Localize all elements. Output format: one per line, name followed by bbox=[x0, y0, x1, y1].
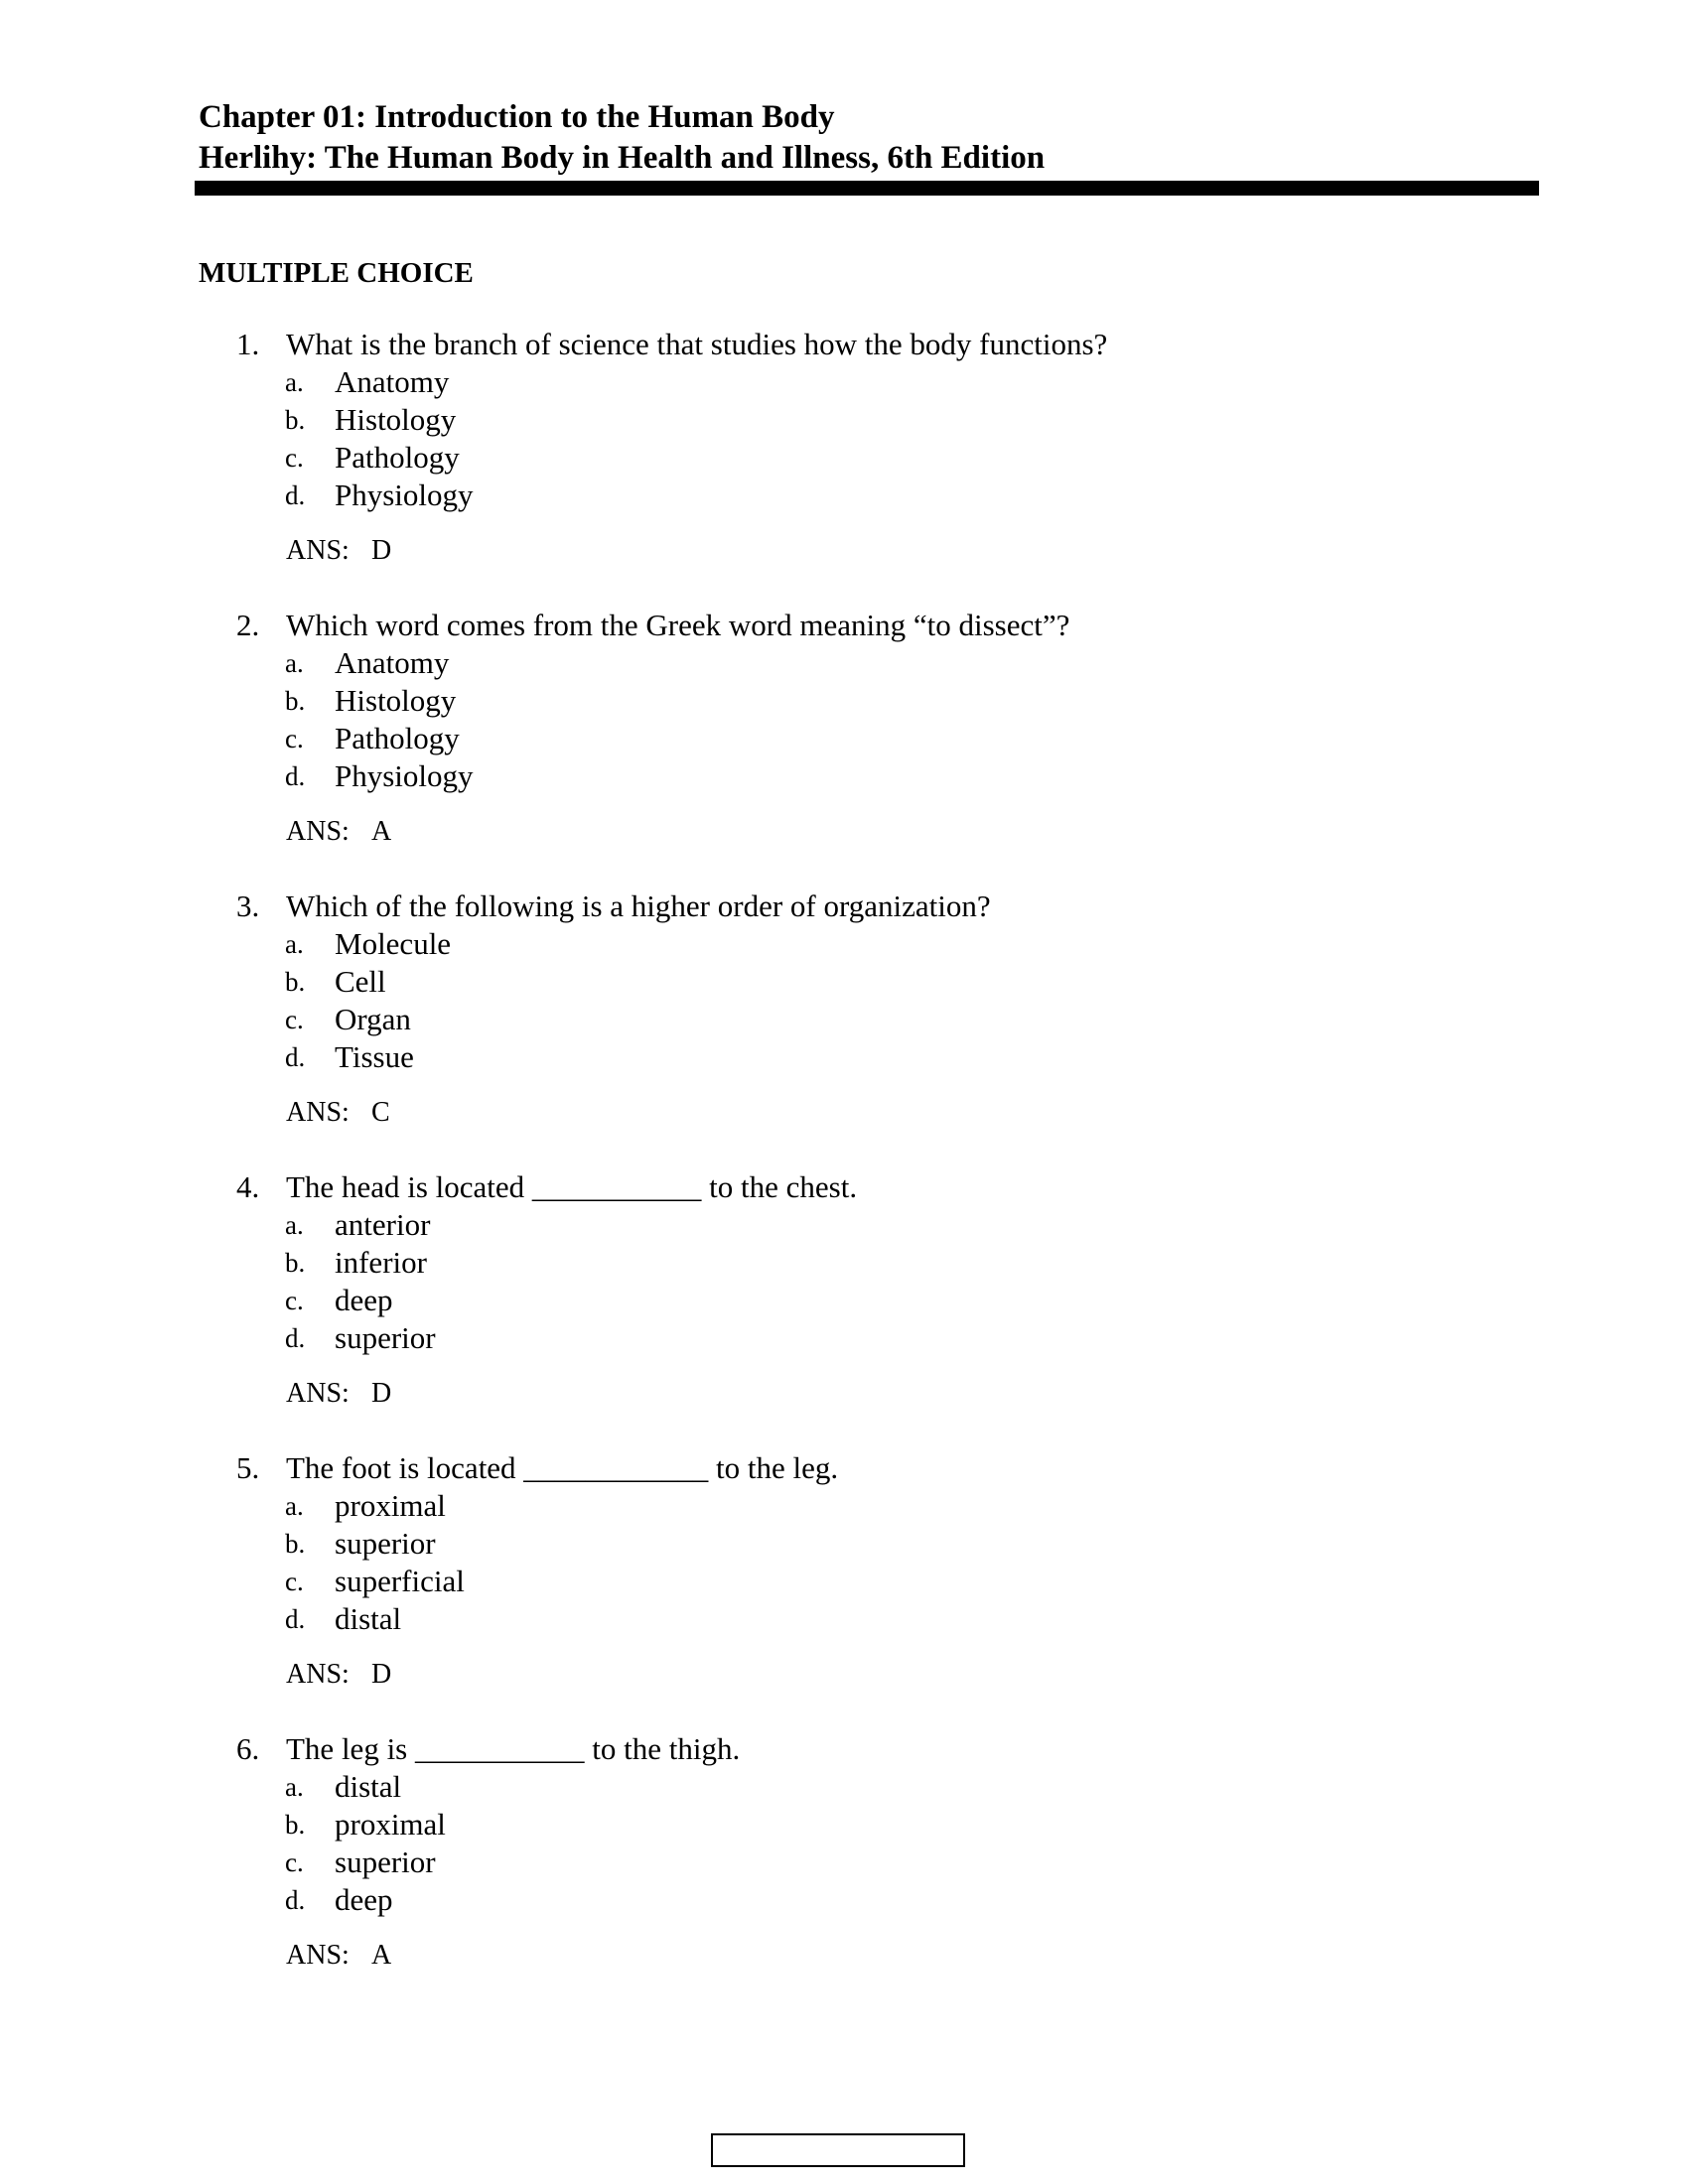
answer-value: D bbox=[371, 535, 392, 566]
question-5 bbox=[199, 1449, 1489, 1692]
option-c bbox=[199, 1282, 1489, 1319]
question-number: 3. bbox=[236, 888, 260, 923]
option-b bbox=[199, 1244, 1489, 1282]
option-letter: c. bbox=[285, 443, 304, 473]
option-c bbox=[199, 1843, 1489, 1881]
option-c bbox=[199, 1563, 1489, 1600]
question-text: What is the branch of science that studies how the body functions? bbox=[286, 327, 1108, 361]
answer-line bbox=[199, 815, 1489, 849]
question-3 bbox=[199, 887, 1489, 1130]
answer-label: ANS: bbox=[286, 1659, 350, 1690]
question-6 bbox=[199, 1730, 1489, 1973]
option-text: proximal bbox=[335, 1488, 446, 1523]
answer-line bbox=[199, 1658, 1489, 1692]
option-letter: a. bbox=[285, 1491, 304, 1521]
option-letter: c. bbox=[285, 1567, 304, 1596]
option-letter: c. bbox=[285, 724, 304, 753]
option-text: superior bbox=[335, 1320, 436, 1355]
option-letter: a. bbox=[285, 1772, 304, 1802]
question-stem bbox=[199, 326, 1489, 363]
option-letter: b. bbox=[285, 1248, 306, 1278]
option-text: distal bbox=[335, 1601, 402, 1636]
option-b bbox=[199, 401, 1489, 439]
option-a bbox=[199, 1768, 1489, 1806]
question-number: 5. bbox=[236, 1450, 260, 1485]
option-letter: d. bbox=[285, 761, 306, 791]
question-text: The leg is ___________ to the thigh. bbox=[286, 1731, 741, 1766]
answer-value: D bbox=[371, 1659, 392, 1690]
option-letter: d. bbox=[285, 1323, 306, 1353]
question-stem bbox=[199, 1168, 1489, 1206]
option-text: Tissue bbox=[335, 1039, 414, 1074]
answer-value: A bbox=[371, 816, 392, 847]
option-b bbox=[199, 963, 1489, 1001]
footer-box bbox=[711, 2133, 965, 2167]
option-text: superior bbox=[335, 1526, 436, 1561]
option-d bbox=[199, 1319, 1489, 1357]
document-header bbox=[199, 97, 1539, 179]
option-letter: c. bbox=[285, 1847, 304, 1877]
question-stem bbox=[199, 887, 1489, 925]
option-letter: a. bbox=[285, 1210, 304, 1240]
question-text: The foot is located ____________ to the leg. bbox=[286, 1450, 839, 1485]
question-number: 2. bbox=[236, 608, 260, 642]
answer-line bbox=[199, 534, 1489, 568]
option-letter: c. bbox=[285, 1286, 304, 1315]
option-d bbox=[199, 477, 1489, 514]
answer-label: ANS: bbox=[286, 535, 350, 566]
option-text: Histology bbox=[335, 402, 457, 437]
option-b bbox=[199, 1806, 1489, 1843]
option-c bbox=[199, 1001, 1489, 1038]
option-text: Pathology bbox=[335, 440, 460, 475]
question-stem bbox=[199, 1449, 1489, 1487]
option-letter: b. bbox=[285, 1529, 306, 1559]
option-letter: c. bbox=[285, 1005, 304, 1034]
answer-line bbox=[199, 1377, 1489, 1411]
question-2 bbox=[199, 607, 1489, 849]
option-text: Physiology bbox=[335, 758, 474, 793]
option-text: deep bbox=[335, 1882, 393, 1917]
option-letter: d. bbox=[285, 1604, 306, 1634]
option-text: Molecule bbox=[335, 926, 452, 961]
option-a bbox=[199, 644, 1489, 682]
option-letter: a. bbox=[285, 367, 304, 397]
option-d bbox=[199, 1038, 1489, 1076]
question-text: Which of the following is a higher order of organization? bbox=[286, 888, 991, 923]
chapter-title: Chapter 01: Introduction to the Human Body bbox=[199, 99, 835, 135]
answer-value: C bbox=[371, 1097, 390, 1128]
question-text: Which word comes from the Greek word meaning “to dissect”? bbox=[286, 608, 1070, 642]
option-text: Pathology bbox=[335, 721, 460, 755]
answer-value: D bbox=[371, 1378, 392, 1409]
option-text: Anatomy bbox=[335, 364, 450, 399]
option-b bbox=[199, 682, 1489, 720]
answer-label: ANS: bbox=[286, 1097, 350, 1128]
option-letter: d. bbox=[285, 480, 306, 510]
answer-label: ANS: bbox=[286, 1940, 350, 1971]
option-text: superficial bbox=[335, 1564, 465, 1598]
question-number: 1. bbox=[236, 327, 260, 361]
option-letter: d. bbox=[285, 1042, 306, 1072]
option-d bbox=[199, 1600, 1489, 1638]
option-d bbox=[199, 1881, 1489, 1919]
option-text: Organ bbox=[335, 1002, 411, 1036]
header-rule bbox=[195, 181, 1539, 196]
option-letter: b. bbox=[285, 686, 306, 716]
question-4 bbox=[199, 1168, 1489, 1411]
option-c bbox=[199, 720, 1489, 757]
option-a bbox=[199, 363, 1489, 401]
answer-label: ANS: bbox=[286, 1378, 350, 1409]
option-letter: a. bbox=[285, 929, 304, 959]
option-text: distal bbox=[335, 1769, 402, 1804]
option-text: anterior bbox=[335, 1207, 431, 1242]
option-text: inferior bbox=[335, 1245, 427, 1280]
option-a bbox=[199, 1206, 1489, 1244]
option-a bbox=[199, 925, 1489, 963]
option-b bbox=[199, 1525, 1489, 1563]
question-number: 6. bbox=[236, 1731, 260, 1766]
option-text: Physiology bbox=[335, 478, 474, 512]
answer-label: ANS: bbox=[286, 816, 350, 847]
option-letter: b. bbox=[285, 1810, 306, 1840]
option-letter: d. bbox=[285, 1885, 306, 1915]
option-text: proximal bbox=[335, 1807, 446, 1842]
option-letter: b. bbox=[285, 405, 306, 435]
option-text: Anatomy bbox=[335, 645, 450, 680]
book-title: Herlihy: The Human Body in Health and Illness, 6th Edition bbox=[199, 140, 1046, 176]
option-c bbox=[199, 439, 1489, 477]
question-number: 4. bbox=[236, 1169, 260, 1204]
answer-line bbox=[199, 1939, 1489, 1973]
option-text: superior bbox=[335, 1844, 436, 1879]
question-stem bbox=[199, 607, 1489, 644]
answer-value: A bbox=[371, 1940, 392, 1971]
option-letter: b. bbox=[285, 967, 306, 997]
answer-line bbox=[199, 1096, 1489, 1130]
question-text: The head is located ___________ to the chest. bbox=[286, 1169, 858, 1204]
section-title: MULTIPLE CHOICE bbox=[199, 257, 474, 289]
question-1 bbox=[199, 326, 1489, 568]
option-letter: a. bbox=[285, 648, 304, 678]
option-text: deep bbox=[335, 1283, 393, 1317]
question-stem bbox=[199, 1730, 1489, 1768]
option-d bbox=[199, 757, 1489, 795]
option-a bbox=[199, 1487, 1489, 1525]
option-text: Histology bbox=[335, 683, 457, 718]
option-text: Cell bbox=[335, 964, 386, 999]
